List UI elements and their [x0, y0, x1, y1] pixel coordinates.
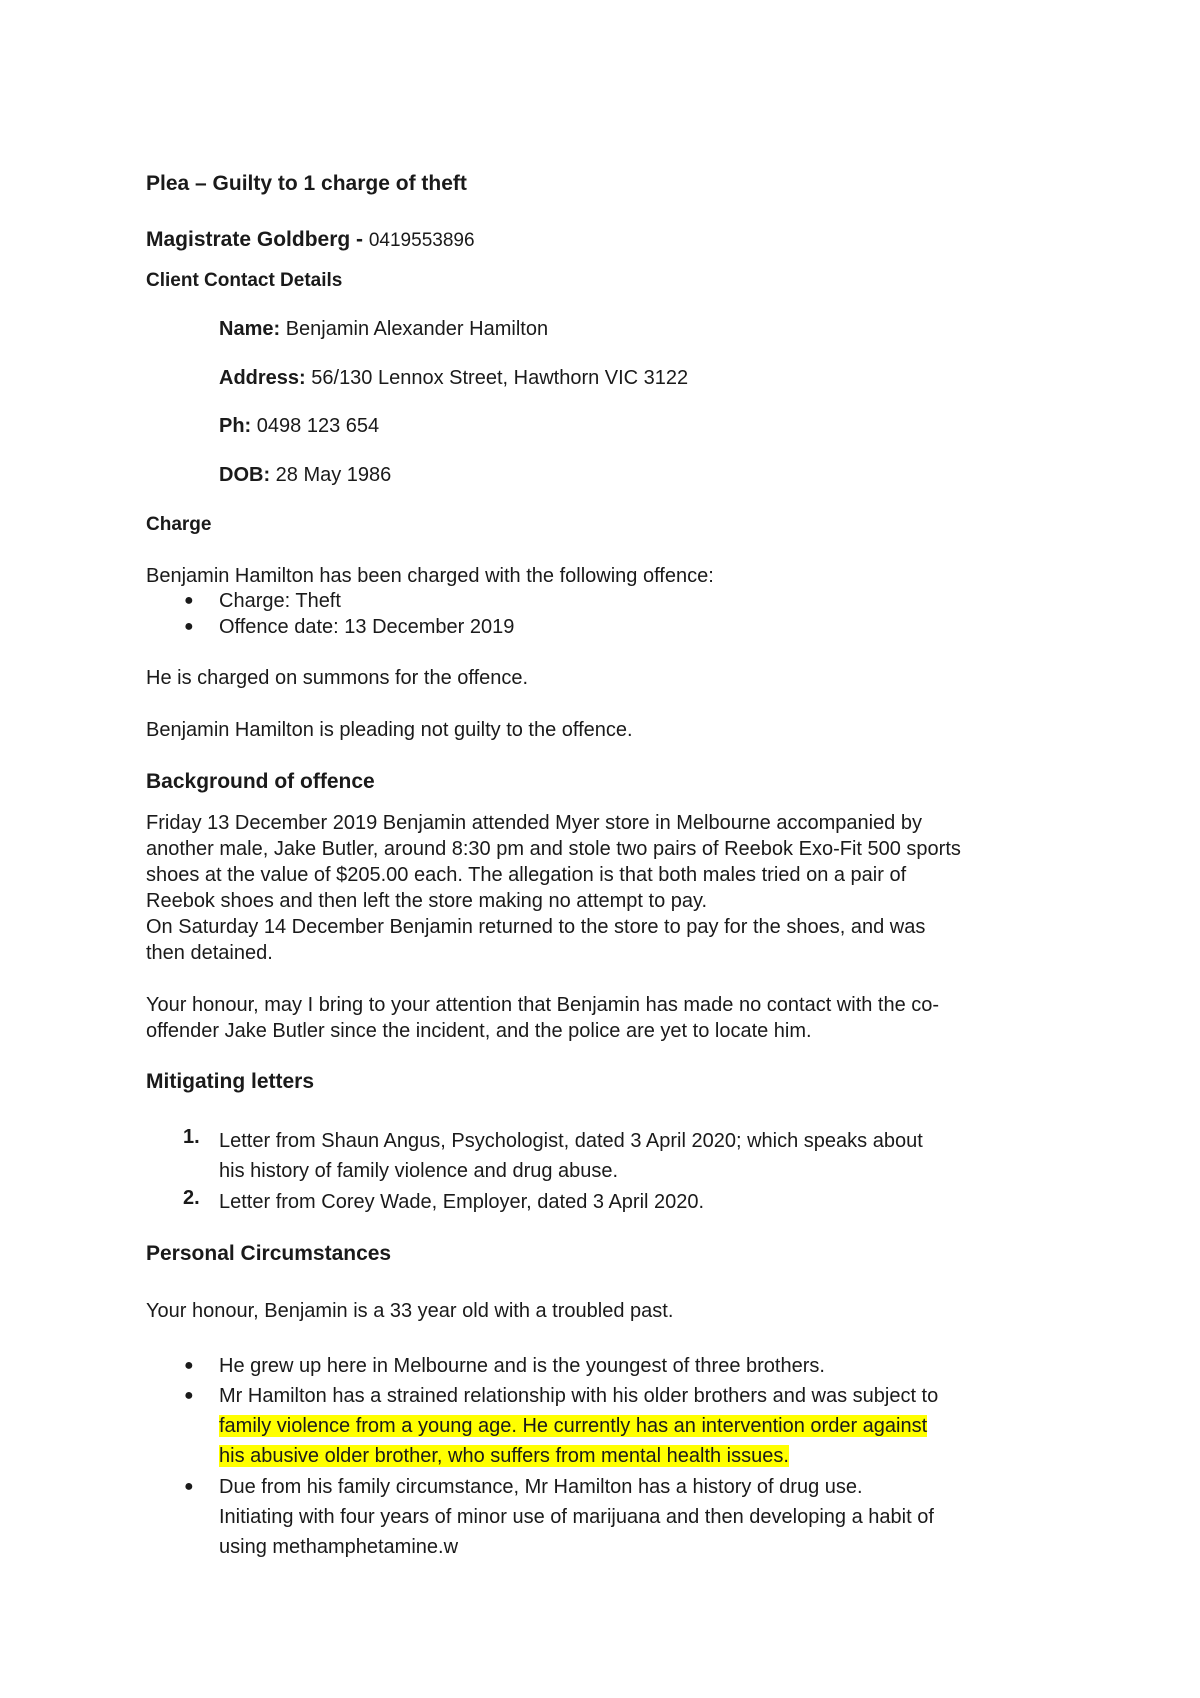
highlighted-line: [219, 1411, 927, 1441]
phone-label: Ph:: [219, 415, 252, 437]
bullet-icon: ●: [184, 618, 194, 635]
client-dob: [219, 462, 391, 488]
magistrate-phone: 0419553896: [368, 230, 475, 251]
personal-intro: Your honour, Benjamin is a 33 year old with a troubled past.: [146, 1300, 674, 1322]
list-number: 1.: [183, 1126, 200, 1148]
client-phone: [219, 413, 379, 439]
personal-bullet-2-line: Mr Hamilton has a strained relationship with his older brothers and was subject to: [219, 1385, 939, 1407]
charge-bullet-2: Offence date: 13 December 2019: [219, 616, 515, 638]
charge-heading: Charge: [146, 514, 212, 535]
charge-intro: Benjamin Hamilton has been charged with the following offence:: [146, 565, 714, 587]
phone-value: 0498 123 654: [251, 415, 380, 437]
background-line: Friday 13 December 2019 Benjamin attended Myer store in Melbourne accompanied by: [146, 812, 922, 834]
dob-label: DOB:: [219, 464, 271, 486]
honour-line: Your honour, may I bring to your attention that Benjamin has made no contact with the co-: [146, 994, 940, 1016]
personal-bullet-3-line: using methamphetamine.w: [219, 1536, 459, 1558]
mitigating-line: Letter from Shaun Angus, Psychologist, dated 3 April 2020; which speaks about: [219, 1130, 923, 1152]
charge-bullet-1: Charge: Theft: [219, 590, 341, 612]
magistrate-label: Magistrate Goldberg -: [146, 228, 369, 251]
background-line: Reebok shoes and then left the store making no attempt to pay.: [146, 890, 708, 912]
highlighted-line: [219, 1441, 789, 1471]
plea-heading: Plea – Guilty to 1 charge of theft: [146, 172, 467, 195]
client-name: [219, 316, 548, 342]
bullet-icon: ●: [184, 1387, 194, 1404]
mitigating-line: Letter from Corey Wade, Employer, dated 3 April 2020.: [219, 1191, 705, 1213]
background-line: then detained.: [146, 942, 273, 964]
background-line: shoes at the value of $205.00 each. The allegation is that both males tried on a pair of: [146, 864, 907, 886]
personal-bullet-3-line: Due from his family circumstance, Mr Hamilton has a history of drug use.: [219, 1476, 863, 1498]
address-label: Address:: [219, 367, 306, 389]
name-label: Name:: [219, 318, 281, 340]
mitigating-heading: Mitigating letters: [146, 1070, 315, 1093]
background-line: another male, Jake Butler, around 8:30 pm and stole two pairs of Reebok Exo-Fit 500 sports: [146, 838, 961, 860]
highlighted-text: family violence from a young age. He currently has an intervention order against: [219, 1415, 928, 1437]
background-heading: Background of offence: [146, 770, 375, 793]
magistrate-line: [146, 228, 475, 252]
bullet-icon: ●: [184, 592, 194, 609]
bullet-icon: ●: [184, 1478, 194, 1495]
client-address: [219, 365, 688, 391]
dob-value: 28 May 1986: [270, 464, 392, 486]
personal-heading: Personal Circumstances: [146, 1242, 392, 1265]
mitigating-line: his history of family violence and drug abuse.: [219, 1160, 619, 1182]
honour-line: offender Jake Butler since the incident, and the police are yet to locate him.: [146, 1020, 812, 1042]
highlighted-text: his abusive older brother, who suffers from mental health issues.: [219, 1445, 789, 1467]
charge-summons: He is charged on summons for the offence.: [146, 667, 529, 689]
client-heading: Client Contact Details: [146, 270, 343, 291]
background-line: On Saturday 14 December Benjamin returned to the store to pay for the shoes, and was: [146, 916, 926, 938]
list-number: 2.: [183, 1187, 200, 1209]
name-value: Benjamin Alexander Hamilton: [280, 318, 549, 340]
address-value: 56/130 Lennox Street, Hawthorn VIC 3122: [305, 367, 689, 389]
personal-bullet-1: He grew up here in Melbourne and is the youngest of three brothers.: [219, 1355, 825, 1377]
charge-plea: Benjamin Hamilton is pleading not guilty to the offence.: [146, 719, 633, 741]
bullet-icon: ●: [184, 1357, 194, 1374]
personal-bullet-3-line: Initiating with four years of minor use of marijuana and then developing a habit of: [219, 1506, 934, 1528]
